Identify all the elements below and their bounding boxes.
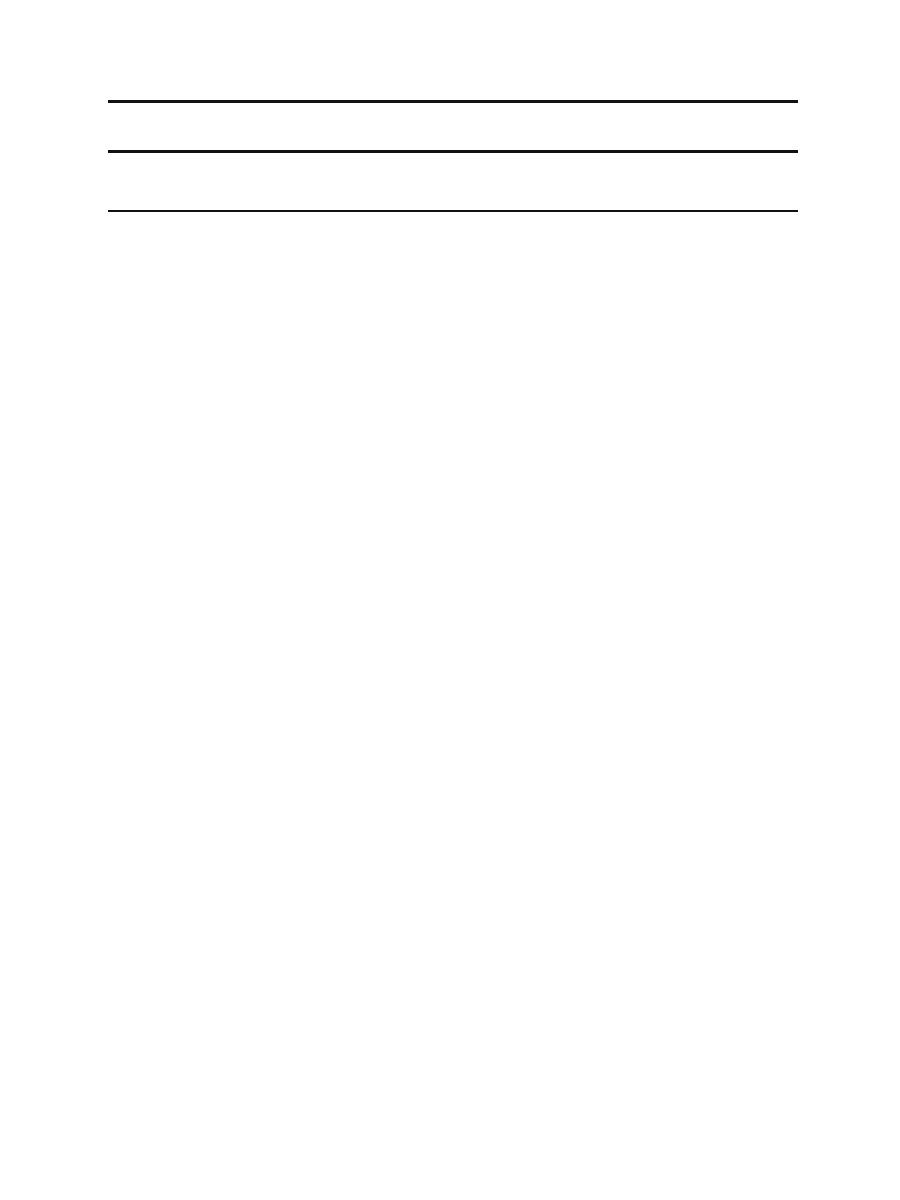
scale-f [477,500,817,580]
scale-d [104,690,444,770]
scale-g [477,690,817,770]
bottom-rule [108,210,798,212]
staff-d [104,690,444,750]
staff-g [477,690,817,750]
scale-c [104,500,444,580]
middle-rule [108,150,798,153]
staff-f [477,500,817,560]
top-rule [108,100,798,103]
staff-c [104,500,444,560]
